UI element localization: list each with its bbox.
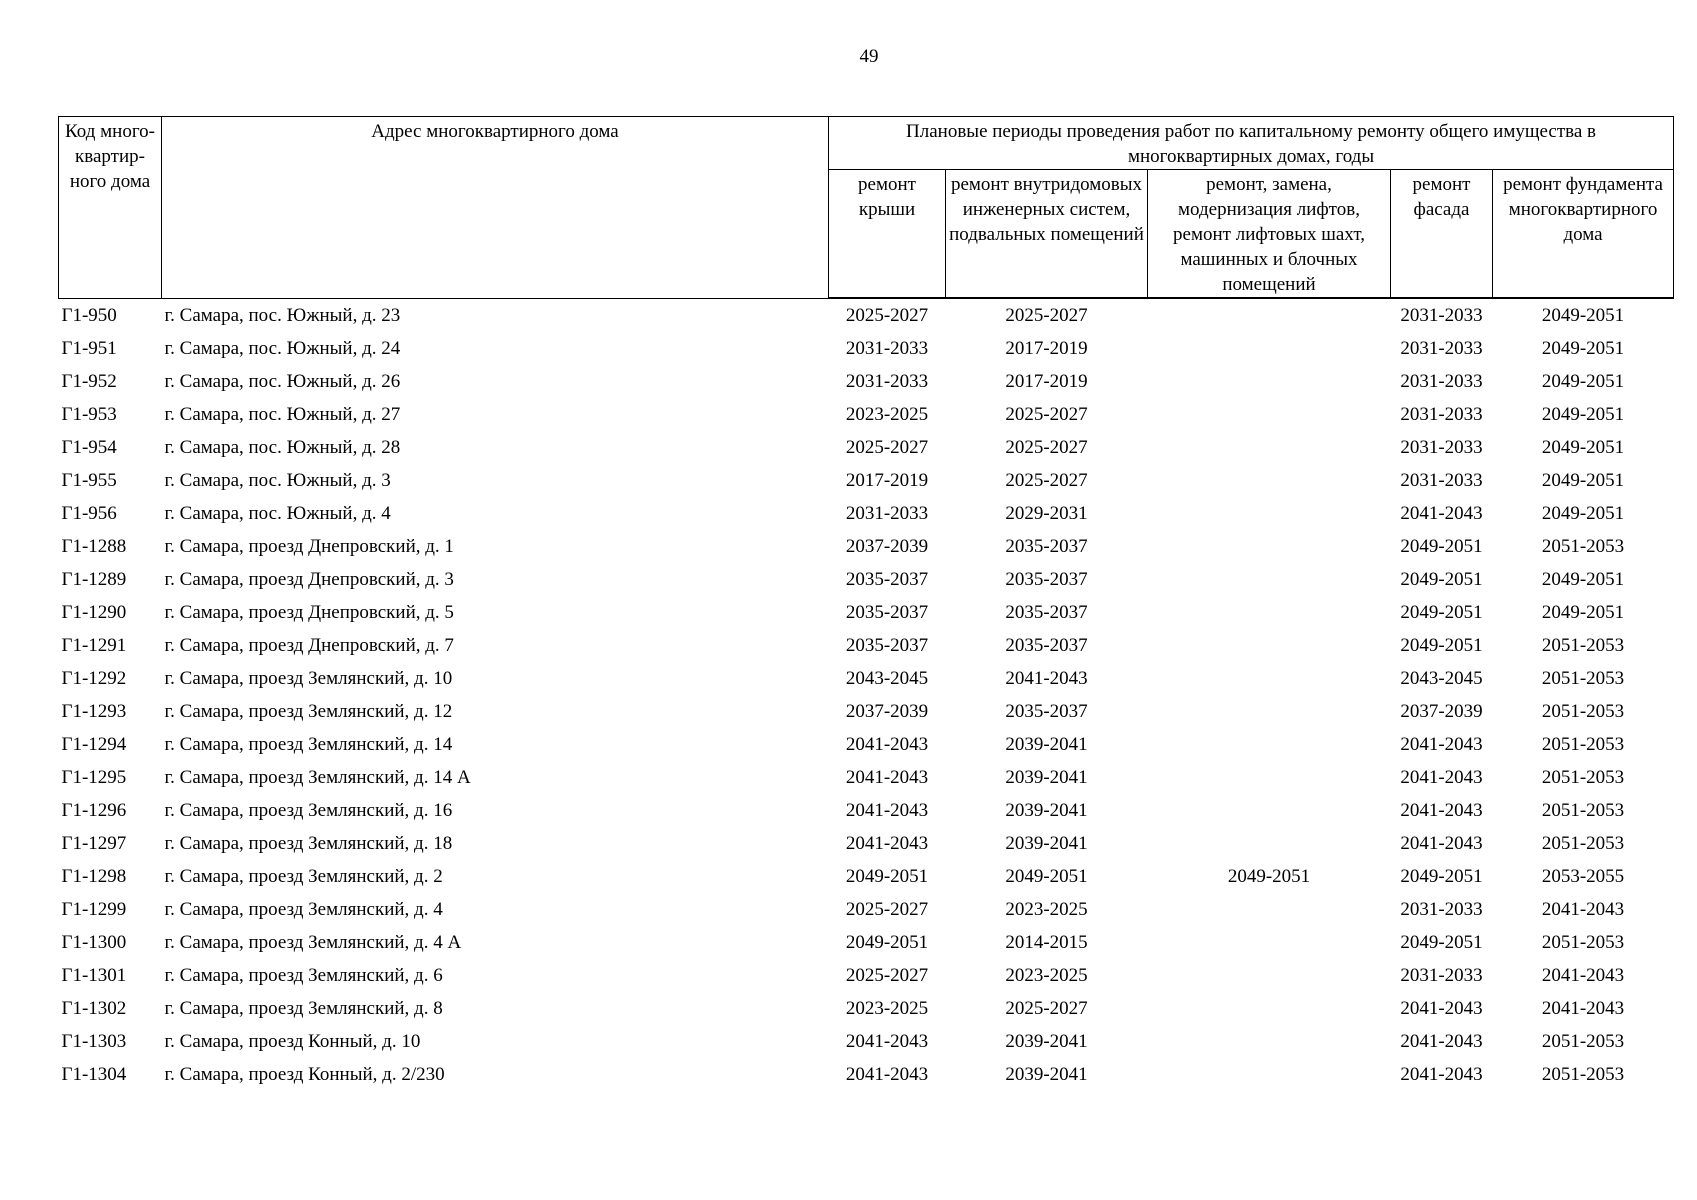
cell-facade: 2049-2051 xyxy=(1400,866,1483,887)
cell-foundation: 2051-2053 xyxy=(1541,536,1625,557)
cell-facade: 2049-2051 xyxy=(1400,536,1483,557)
table-row xyxy=(59,298,1674,332)
page-number: 49 xyxy=(859,46,879,67)
cell-engineering: 2014-2015 xyxy=(1005,932,1088,953)
cell-engineering: 2029-2031 xyxy=(1005,503,1088,524)
cell-address: г. Самара, пос. Южный, д. 23 xyxy=(164,304,401,326)
table-row xyxy=(59,365,1674,398)
cell-address: г. Самара, проезд Землянский, д. 18 xyxy=(164,833,453,854)
table-row xyxy=(59,662,1674,695)
cell-address: г. Самара, проезд Землянский, д. 4 xyxy=(164,899,443,920)
table-row xyxy=(59,596,1674,629)
cell-roof: 2037-2039 xyxy=(845,701,929,722)
cell-elevators xyxy=(1148,1025,1391,1058)
cell-roof: 2035-2037 xyxy=(845,602,929,623)
cell-elevators xyxy=(1148,497,1391,530)
table-row xyxy=(59,992,1674,1025)
cell-foundation: 2049-2051 xyxy=(1541,503,1625,524)
cell-facade: 2031-2033 xyxy=(1400,437,1483,458)
table-row xyxy=(59,464,1674,497)
cell-engineering: 2039-2041 xyxy=(1005,1031,1088,1052)
table-row xyxy=(59,695,1674,728)
table-row xyxy=(59,563,1674,596)
cell-foundation: 2041-2043 xyxy=(1541,965,1625,986)
cell-code: Г1-1291 xyxy=(61,635,127,656)
cell-address: г. Самара, пос. Южный, д. 27 xyxy=(164,404,401,425)
cell-address: г. Самара, проезд Землянский, д. 2 xyxy=(164,866,443,887)
cell-facade: 2031-2033 xyxy=(1400,371,1483,392)
cell-engineering: 2025-2027 xyxy=(1005,470,1088,491)
cell-code: Г1-1302 xyxy=(61,998,127,1019)
cell-code: Г1-1295 xyxy=(61,767,127,788)
cell-roof: 2031-2033 xyxy=(845,338,929,359)
cell-elevators xyxy=(1148,332,1391,365)
cell-address: г. Самара, проезд Землянский, д. 6 xyxy=(164,965,443,986)
cell-roof: 2049-2051 xyxy=(845,932,929,953)
cell-engineering: 2035-2037 xyxy=(1005,569,1088,590)
cell-elevators xyxy=(1148,464,1391,497)
cell-facade: 2049-2051 xyxy=(1400,932,1483,953)
table-row xyxy=(59,497,1674,530)
header-periods: Плановые периоды проведения работ по капитальному ремонту общего имущества в многоквартирных домах, годы xyxy=(829,117,1674,170)
cell-roof: 2041-2043 xyxy=(845,767,929,788)
cell-foundation: 2041-2043 xyxy=(1541,899,1625,920)
cell-roof: 2041-2043 xyxy=(845,734,929,755)
cell-engineering: 2017-2019 xyxy=(1005,338,1088,359)
header-engineering: ремонт внутридомовых инженерных систем, подвальных помещений xyxy=(946,170,1148,299)
cell-facade: 2041-2043 xyxy=(1400,1031,1483,1052)
cell-address: г. Самара, пос. Южный, д. 24 xyxy=(164,338,401,359)
cell-address: г. Самара, пос. Южный, д. 26 xyxy=(164,371,401,392)
cell-roof: 2041-2043 xyxy=(845,1031,929,1052)
cell-code: Г1-1296 xyxy=(61,800,127,821)
cell-code: Г1-1290 xyxy=(61,602,127,623)
cell-elevators xyxy=(1148,365,1391,398)
cell-roof: 2031-2033 xyxy=(845,503,929,524)
cell-code: Г1-1304 xyxy=(61,1064,127,1085)
cell-foundation: 2051-2053 xyxy=(1541,767,1625,788)
cell-facade: 2049-2051 xyxy=(1400,569,1483,590)
cell-engineering: 2039-2041 xyxy=(1005,833,1088,854)
cell-code: Г1-1289 xyxy=(61,569,127,590)
header-code: Код много-квартир-ного дома xyxy=(59,117,162,299)
cell-roof: 2023-2025 xyxy=(845,404,929,425)
cell-code: Г1-953 xyxy=(61,404,117,425)
cell-elevators xyxy=(1148,563,1391,596)
cell-roof: 2043-2045 xyxy=(845,668,929,689)
cell-facade: 2037-2039 xyxy=(1400,701,1483,722)
table-row xyxy=(59,926,1674,959)
cell-code: Г1-1292 xyxy=(61,668,127,689)
cell-code: Г1-1298 xyxy=(61,866,127,887)
cell-foundation: 2041-2043 xyxy=(1541,998,1625,1019)
cell-engineering: 2039-2041 xyxy=(1005,767,1088,788)
cell-foundation: 2051-2053 xyxy=(1541,1031,1625,1052)
table-row xyxy=(59,827,1674,860)
cell-code: Г1-1300 xyxy=(61,932,127,953)
cell-facade: 2031-2033 xyxy=(1400,338,1483,359)
cell-address: г. Самара, проезд Землянский, д. 14 xyxy=(164,734,453,755)
cell-code: Г1-1288 xyxy=(61,536,127,557)
cell-roof: 2025-2027 xyxy=(845,899,929,920)
cell-elevators xyxy=(1148,893,1391,926)
cell-foundation: 2051-2053 xyxy=(1541,701,1625,722)
cell-facade: 2031-2033 xyxy=(1400,965,1483,986)
cell-engineering: 2025-2027 xyxy=(1005,998,1088,1019)
cell-facade: 2031-2033 xyxy=(1400,305,1483,326)
table-header xyxy=(59,117,1674,299)
cell-facade: 2043-2045 xyxy=(1400,668,1483,689)
cell-foundation: 2053-2055 xyxy=(1541,866,1625,887)
header-elevators: ремонт, замена, модернизация лифтов, ремонт лифтовых шахт, машинных и блочных помещений xyxy=(1148,170,1391,299)
cell-engineering: 2025-2027 xyxy=(1005,305,1088,326)
cell-foundation: 2051-2053 xyxy=(1541,734,1625,755)
cell-foundation: 2051-2053 xyxy=(1541,635,1625,656)
cell-address: г. Самара, проезд Днепровский, д. 1 xyxy=(164,536,454,557)
header-foundation: ремонт фундамента многоквартирного дома xyxy=(1493,170,1674,299)
cell-elevators xyxy=(1148,662,1391,695)
cell-elevators xyxy=(1148,530,1391,563)
cell-address: г. Самара, пос. Южный, д. 28 xyxy=(164,437,401,458)
capital-repair-table xyxy=(58,116,1674,1091)
table-row xyxy=(59,398,1674,431)
cell-roof: 2037-2039 xyxy=(845,536,929,557)
cell-engineering: 2025-2027 xyxy=(1005,404,1088,425)
table-row xyxy=(59,794,1674,827)
cell-address: г. Самара, проезд Днепровский, д. 3 xyxy=(164,569,454,590)
table-row xyxy=(59,959,1674,992)
cell-facade: 2041-2043 xyxy=(1400,767,1483,788)
table-row xyxy=(59,893,1674,926)
cell-roof: 2035-2037 xyxy=(845,635,929,656)
cell-elevators xyxy=(1148,398,1391,431)
cell-roof: 2017-2019 xyxy=(845,470,929,491)
cell-roof: 2025-2027 xyxy=(845,305,929,326)
cell-engineering: 2039-2041 xyxy=(1005,800,1088,821)
cell-facade: 2031-2033 xyxy=(1400,470,1483,491)
cell-code: Г1-952 xyxy=(61,371,117,392)
cell-address: г. Самара, проезд Землянский, д. 8 xyxy=(164,998,443,1019)
cell-address: г. Самара, пос. Южный, д. 3 xyxy=(164,470,391,491)
cell-code: Г1-1293 xyxy=(61,701,127,722)
cell-facade: 2031-2033 xyxy=(1400,899,1483,920)
cell-address: г. Самара, проезд Днепровский, д. 5 xyxy=(164,602,454,623)
cell-foundation: 2049-2051 xyxy=(1541,338,1625,359)
cell-code: Г1-951 xyxy=(61,338,117,359)
cell-code: Г1-955 xyxy=(61,470,117,491)
cell-foundation: 2049-2051 xyxy=(1541,569,1625,590)
cell-address: г. Самара, проезд Конный, д. 2/230 xyxy=(164,1064,445,1085)
cell-roof: 2041-2043 xyxy=(845,833,929,854)
cell-code: Г1-1297 xyxy=(61,833,127,854)
cell-elevators xyxy=(1148,1058,1391,1091)
cell-elevators xyxy=(1148,298,1391,332)
cell-engineering: 2049-2051 xyxy=(1005,866,1088,887)
cell-roof: 2025-2027 xyxy=(845,965,929,986)
cell-elevators xyxy=(1148,431,1391,464)
cell-elevators xyxy=(1148,992,1391,1025)
cell-facade: 2041-2043 xyxy=(1400,833,1483,854)
cell-code: Г1-1294 xyxy=(61,734,127,755)
cell-foundation: 2051-2053 xyxy=(1541,932,1625,953)
header-facade: ремонт фасада xyxy=(1391,170,1493,299)
cell-facade: 2041-2043 xyxy=(1400,998,1483,1019)
table-row xyxy=(59,728,1674,761)
cell-engineering: 2017-2019 xyxy=(1005,371,1088,392)
cell-foundation: 2049-2051 xyxy=(1541,437,1625,458)
cell-foundation: 2049-2051 xyxy=(1541,305,1625,326)
cell-engineering: 2035-2037 xyxy=(1005,635,1088,656)
table-row xyxy=(59,332,1674,365)
cell-facade: 2031-2033 xyxy=(1400,404,1483,425)
cell-facade: 2041-2043 xyxy=(1400,734,1483,755)
cell-code: Г1-950 xyxy=(61,304,117,326)
cell-elevators xyxy=(1148,794,1391,827)
cell-roof: 2025-2027 xyxy=(845,437,929,458)
cell-elevators xyxy=(1148,926,1391,959)
cell-foundation: 2051-2053 xyxy=(1541,833,1625,854)
cell-code: Г1-956 xyxy=(61,503,117,524)
cell-facade: 2041-2043 xyxy=(1400,1064,1483,1085)
cell-roof: 2049-2051 xyxy=(845,866,929,887)
cell-foundation: 2051-2053 xyxy=(1541,668,1625,689)
cell-elevators xyxy=(1148,629,1391,662)
cell-foundation: 2051-2053 xyxy=(1541,1064,1625,1085)
cell-engineering: 2035-2037 xyxy=(1005,536,1088,557)
cell-facade: 2041-2043 xyxy=(1400,800,1483,821)
cell-foundation: 2051-2053 xyxy=(1541,800,1625,821)
cell-engineering: 2039-2041 xyxy=(1005,1064,1088,1085)
cell-code: Г1-1303 xyxy=(61,1031,127,1052)
cell-address: г. Самара, пос. Южный, д. 4 xyxy=(164,503,391,524)
cell-address: г. Самара, проезд Землянский, д. 4 А xyxy=(164,932,462,953)
cell-elevators xyxy=(1148,827,1391,860)
cell-foundation: 2049-2051 xyxy=(1541,404,1625,425)
cell-elevators xyxy=(1148,695,1391,728)
cell-address: г. Самара, проезд Землянский, д. 16 xyxy=(164,800,453,821)
cell-code: Г1-1299 xyxy=(61,899,127,920)
cell-facade: 2049-2051 xyxy=(1400,635,1483,656)
cell-foundation: 2049-2051 xyxy=(1541,470,1625,491)
table-row xyxy=(59,1025,1674,1058)
cell-roof: 2041-2043 xyxy=(845,1064,929,1085)
cell-foundation: 2049-2051 xyxy=(1541,371,1625,392)
cell-engineering: 2023-2025 xyxy=(1005,965,1088,986)
cell-facade: 2049-2051 xyxy=(1400,602,1483,623)
cell-roof: 2031-2033 xyxy=(845,371,929,392)
table-row xyxy=(59,629,1674,662)
cell-engineering: 2035-2037 xyxy=(1005,602,1088,623)
cell-roof: 2023-2025 xyxy=(845,998,929,1019)
cell-engineering: 2025-2027 xyxy=(1005,437,1088,458)
cell-foundation: 2049-2051 xyxy=(1541,602,1625,623)
header-address: Адрес многоквартирного дома xyxy=(162,117,829,299)
cell-address: г. Самара, проезд Днепровский, д. 7 xyxy=(164,635,454,656)
cell-address: г. Самара, проезд Землянский, д. 10 xyxy=(164,668,453,689)
cell-elevators xyxy=(1148,959,1391,992)
cell-address: г. Самара, проезд Землянский, д. 12 xyxy=(164,701,453,722)
cell-elevators xyxy=(1148,761,1391,794)
cell-code: Г1-954 xyxy=(61,437,117,458)
cell-engineering: 2035-2037 xyxy=(1005,701,1088,722)
cell-elevators: 2049-2051 xyxy=(1227,866,1311,887)
cell-address: г. Самара, проезд Конный, д. 10 xyxy=(164,1031,421,1052)
table-row xyxy=(59,530,1674,563)
cell-engineering: 2039-2041 xyxy=(1005,734,1088,755)
table-row xyxy=(59,1058,1674,1091)
cell-facade: 2041-2043 xyxy=(1400,503,1483,524)
table-row xyxy=(59,860,1674,893)
cell-roof: 2041-2043 xyxy=(845,800,929,821)
cell-elevators xyxy=(1148,728,1391,761)
cell-engineering: 2023-2025 xyxy=(1005,899,1088,920)
cell-roof: 2035-2037 xyxy=(845,569,929,590)
table-body xyxy=(59,298,1674,1091)
table-row xyxy=(59,761,1674,794)
table-row xyxy=(59,431,1674,464)
header-roof: ремонт крыши xyxy=(829,170,946,299)
cell-engineering: 2041-2043 xyxy=(1005,668,1088,689)
cell-code: Г1-1301 xyxy=(61,965,127,986)
cell-address: г. Самара, проезд Землянский, д. 14 А xyxy=(164,767,471,788)
cell-elevators xyxy=(1148,596,1391,629)
